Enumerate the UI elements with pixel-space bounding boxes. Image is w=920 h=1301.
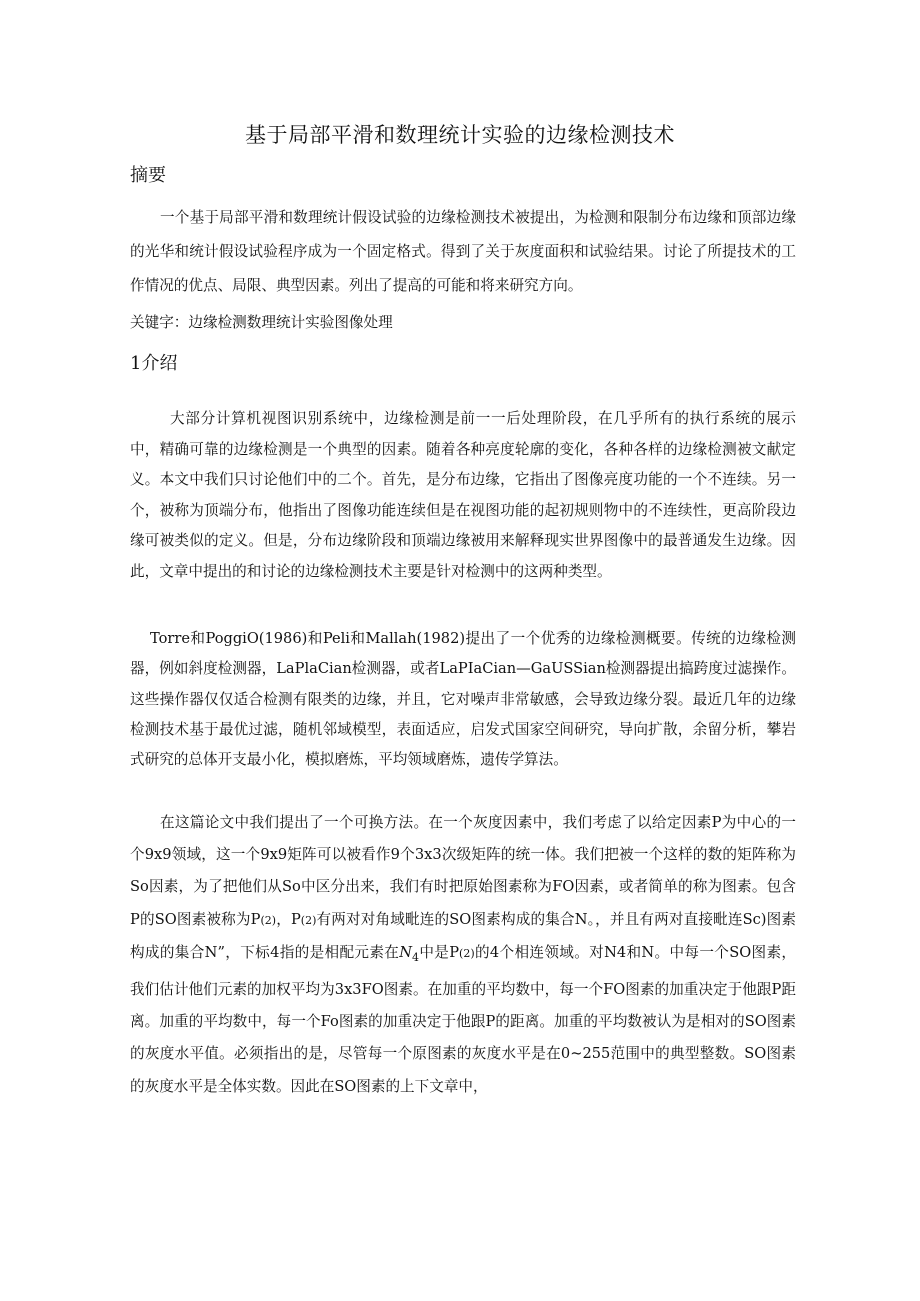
superscript-2-first: (2) (260, 913, 277, 927)
paragraph-3-text-d: 中是P (418, 943, 460, 961)
paragraph-3-text-b: ，P (276, 910, 301, 928)
keywords-line: 关键字：边缘检测数理统计实验图像处理 (130, 314, 393, 331)
intro-paragraph-2: Torre和PoggiO(1986)和Peli和Mallah(1982)提出了一个优秀的边缘检测概要。传统的边缘检测器，例如斜度检测器，LaPlaCian检测器，或者LaPIaCian—GaUSSian检测器提出搞跨度过滤操作。这些操作器仅仅适合检测有限类的边缘，并且，它对噪声非常敏感，会导致边缘分裂。最近几年的边缘检测技术基于最优过滤，随机邻域模型，表面适应，启发式国家空间研究，导向扩散，余留分析，攀岩式研究的总体开支最小化，模拟磨炼，平均领域磨炼，遗传学算法。 (130, 630, 796, 769)
math-symbol-n: N (399, 943, 412, 961)
paragraph-3-text-c: 有两对对角域毗连的SO图素构成的集合N。，并且有两对直接毗连Sc)图素构成的集合N”，下标4指的是相配元素在 (130, 910, 796, 961)
superscript-2-third: (2) (459, 946, 475, 960)
abstract-text: 一个基于局部平滑和数理统计假设试验的边缘检测技术被提出，为检测和限制分布边缘和顶部边缘的光华和统计假设试验程序成为一个固定格式。得到了关于灰度面积和试验结果。讨论了所提技术的工作情况的优点、局限、典型因素。列出了提高的可能和将来研究方向。 (130, 209, 796, 294)
superscript-2-second: (2) (300, 913, 317, 927)
intro-paragraph-1: 大部分计算机视图识别系统中，边缘检测是前一一后处理阶段，在几乎所有的执行系统的展示中，精确可靠的边缘检测是一个典型的因素。随着各种亮度轮廓的变化，各种各样的边缘检测被文献定义。本文中我们只讨论他们中的二个。首先，是分布边缘，它指出了图像亮度功能的一个不连续。另一个，被称为顶端分布，他指出了图像功能连续但是在视图功能的起初规则物中的不连续性，更高阶段边缘可被类似的定义。但是，分布边缘阶段和顶端边缘被用来解释现实世界图像中的最普通发生边缘。因此，文章中提出的和讨论的边缘检测技术主要是针对检测中的这两种类型。 (130, 410, 796, 580)
intro-heading: 1介绍 (130, 353, 178, 374)
paragraph-3-text-a: 在这篇论文中我们提出了一个可换方法。在一个灰度因素中，我们考虑了以给定因素P为中心的一个9x9领域，这一个9x9矩阵可以被看作9个3x3次级矩阵的统一体。我们把被一个这样的数的矩阵称为So因素，为了把他们从So中区分出来，我们有时把原始图素称为FO因素，或者简单的称为图素。包含P的SO图素被称为P (130, 814, 796, 928)
intro-paragraph-3 (130, 807, 796, 1103)
math-subscript-4: 4 (411, 950, 419, 964)
document-title: 基于局部平滑和数理统计实验的边缘检测技术 (245, 123, 675, 147)
paragraph-3-text-e: 的4个相连领域。对N4和N。中每一个SO图素，我们估计他们元素的加权平均为3x3FO图素。在加重的平均数中，每一个FO图素的加重决定于他跟P距离。加重的平均数中，每一个Fo图素的加重决定于他跟P的距离。加重的平均数被认为是相对的SO图素的灰度水平值。必须指出的是，尽管每一个原图素的灰度水平是在0~255范围中的典型整数。SO图素的灰度水平是全体实数。因此在SO图素的上下文章中， (130, 943, 796, 1095)
abstract-heading: 摘要 (130, 165, 166, 186)
